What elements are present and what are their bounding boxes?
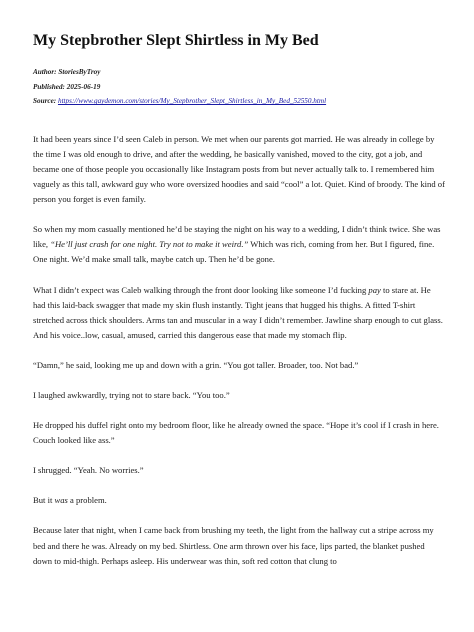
source-line <box>33 94 445 109</box>
paragraph-2 <box>33 222 445 267</box>
paragraph-6: He dropped his duffel right onto my bedroom floor, like he already owned the space. “Hope it’s cool if I crash in here. Couch looked like ass.” <box>33 420 439 446</box>
author-label: Author: <box>33 68 57 76</box>
story-body <box>33 132 445 569</box>
paragraph-8 <box>33 493 445 508</box>
author-line <box>33 65 445 80</box>
paragraph-8-emphasis: was <box>54 495 68 506</box>
paragraph-8-text-b: a problem. <box>67 495 107 506</box>
published-date: 2025-06-19 <box>66 82 101 91</box>
published-label: Published: <box>33 82 65 91</box>
paragraph-3-text-a: What I didn’t expect was Caleb walking through the front door looking like someone I’d fucking <box>33 284 369 295</box>
paragraph-9: Because later that night, when I came back from brushing my teeth, the light from the hallway cut a stripe across my bed and there he was. Already on my bed. Shirtless. One arm thrown over his face, lips parted, the blanket pushed down to mid-thigh. Perhaps asleep. His underwear was thin, soft red cotton that clung to <box>33 525 434 566</box>
published-line <box>33 80 445 95</box>
paragraph-3-text-b: to stare at. He had this laid-back swagger that made my skin flush instantly. Tight jeans that hugged his thighs. A fitted T-shirt stretched across thick shoulders. Arms tan and muscular in a way I didn’t remember. Jawline sharp enough to cut glass. And his voice..low, casual, amused, carried this dangerous ease that made my stomach flip. <box>33 284 443 340</box>
story-title: My Stepbrother Slept Shirtless in My Bed <box>33 32 319 49</box>
paragraph-2-text-a: So when my mom casually mentioned he’d be staying the night on his way to a wedding, I didn’t think twice. She was like, <box>33 224 441 250</box>
paragraph-3 <box>33 283 445 343</box>
author-name: StoriesByTroy <box>58 68 101 76</box>
paragraph-3-emphasis: pay <box>368 284 381 295</box>
paragraph-1: It had been years since I’d seen Caleb in person. We met when our parents got married. He was already in college by the time I was old enough to drive, and after the wedding, he basically vanished, moved to the city, got a job, and became one of those people you occasionally like Instagram posts from but never actually talk to. I remembered him vaguely as this tall, awkward guy who wore oversized hoodies and said “cool” a lot. Quiet. Kind of broody. The kind of person you forget is even family. <box>33 133 445 205</box>
document-page <box>33 31 445 584</box>
paragraph-7: I shrugged. “Yeah. No worries.” <box>33 465 144 476</box>
paragraph-4: “Damn,” he said, looking me up and down with a grin. “You got taller. Broader, too. Not bad.” <box>33 359 359 370</box>
source-link[interactable]: https://www.gaydemon.com/stories/My_Stepbrother_Slept_Shirtless_in_My_Bed_52550.html <box>57 97 327 106</box>
paragraph-5: I laughed awkwardly, trying not to stare back. “You too.” <box>33 390 230 400</box>
story-meta <box>33 65 445 109</box>
paragraph-2-emphasis: “He’ll just crash for one night. Try not to make it weird.” <box>50 239 249 250</box>
source-label: Source: <box>33 97 57 106</box>
paragraph-2-text-b: Which was rich, coming from her. But I figured, fine. One night. We’d make small talk, maybe catch up. Then he’d be gone. <box>33 239 435 265</box>
paragraph-8-text-a: But it <box>33 495 55 506</box>
